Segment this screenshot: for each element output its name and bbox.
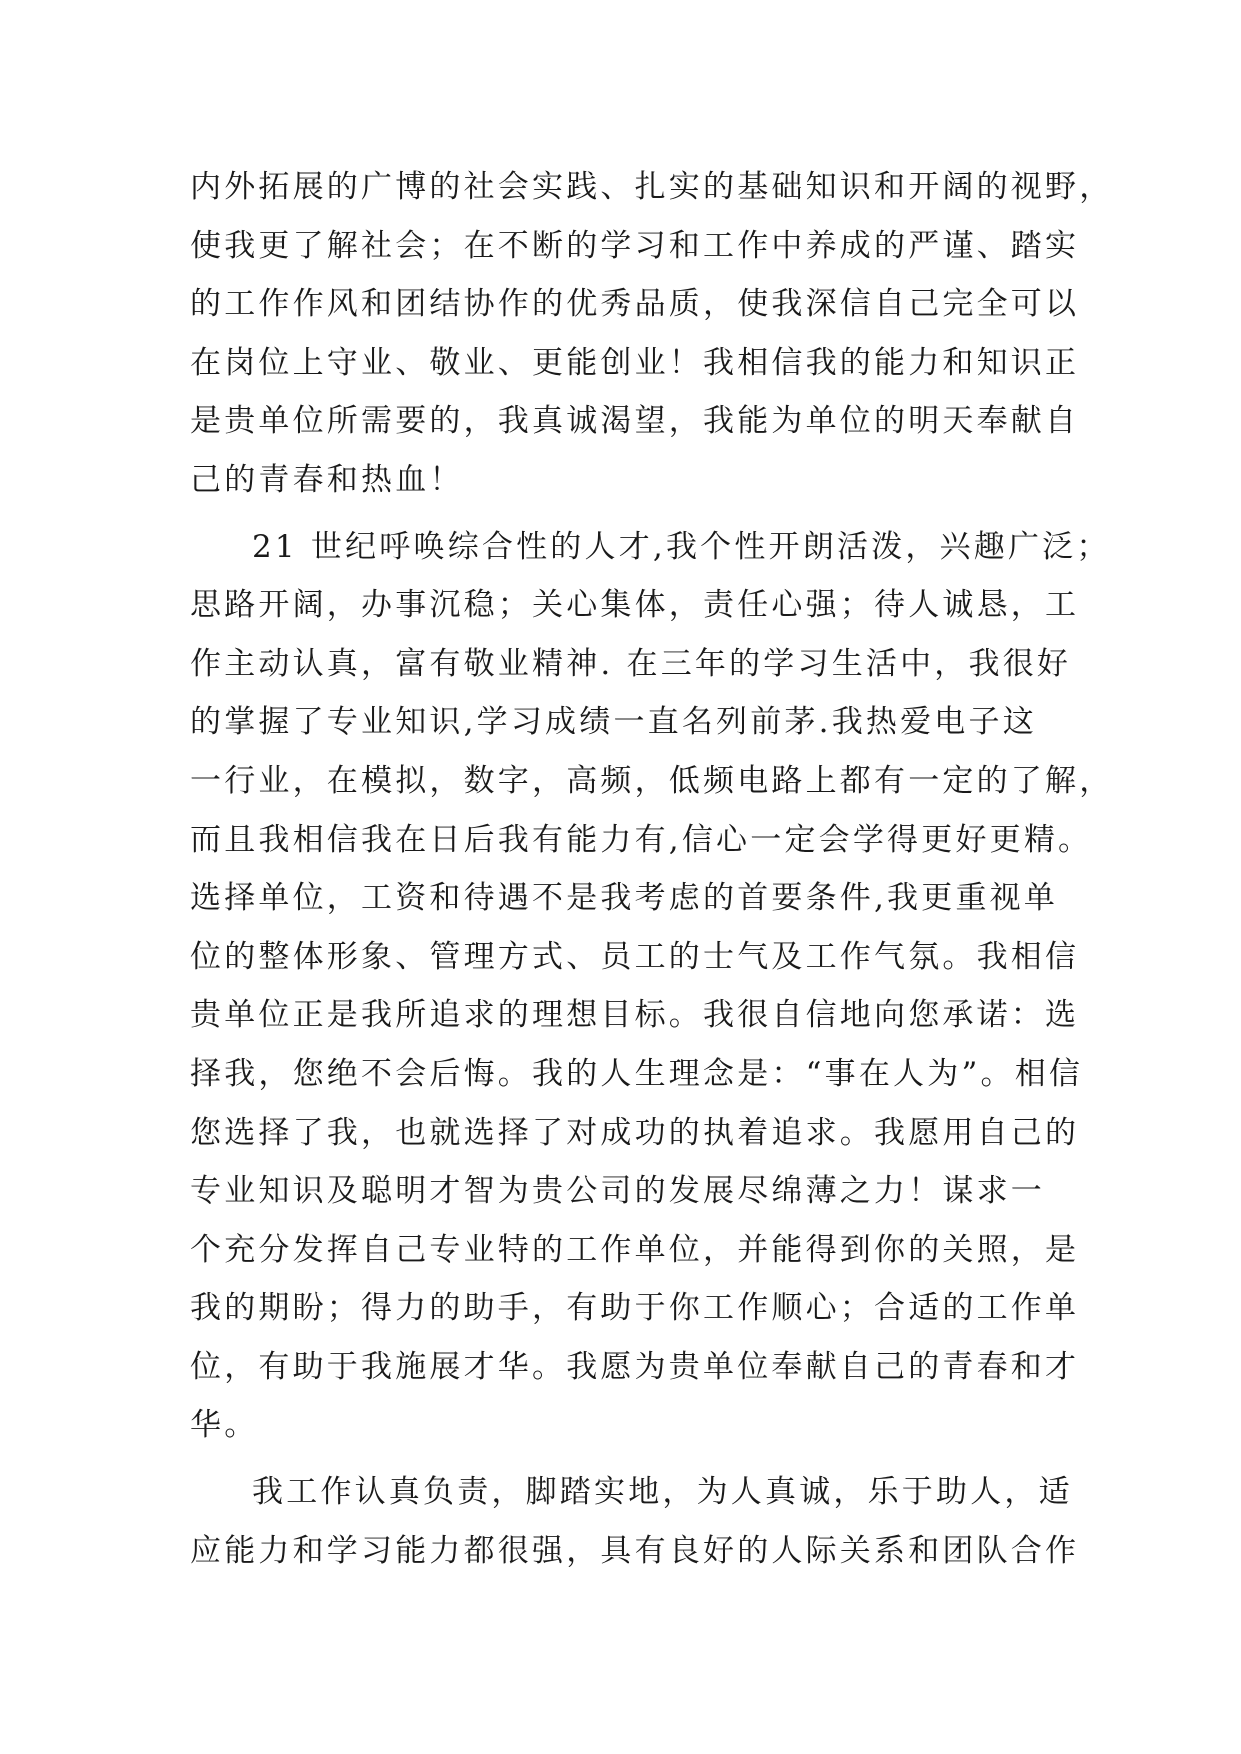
text-line: 专业知识及聪明才智为贵公司的发展尽绵薄之力！谋求一 bbox=[190, 1173, 1045, 1210]
text-line: 择我，您绝不会后悔。我的人生理念是：“事在人为”。相信 bbox=[190, 1055, 1084, 1092]
text-line: 您选择了我，也就选择了对成功的执着追求。我愿用自己的 bbox=[190, 1114, 1080, 1151]
text-line: 个充分发挥自己专业特的工作单位，并能得到你的关照，是 bbox=[190, 1231, 1080, 1268]
text-line: 华。 bbox=[190, 1407, 259, 1444]
text-line: 选择单位，工资和待遇不是我考虑的首要条件,我更重视单 bbox=[190, 880, 1059, 917]
paragraph-first-line: 我工作认真负责，脚踏实地，为人真诚，乐于助人，适 bbox=[252, 1474, 1073, 1511]
text-line: 作主动认真，富有敬业精神. 在三年的学习生活中，我很好 bbox=[190, 645, 1072, 682]
text-line: 己的青春和热血！ bbox=[190, 461, 464, 498]
body-text bbox=[190, 158, 1114, 1580]
text-line: 应能力和学习能力都很强，具有良好的人际关系和团队合作 bbox=[190, 1532, 1080, 1569]
text-line: 贵单位正是我所追求的理想目标。我很自信地向您承诺：选 bbox=[190, 997, 1080, 1034]
text-line: 思路开阔，办事沉稳；关心集体，责任心强；待人诚恳，工 bbox=[190, 587, 1080, 624]
text-line: 而且我相信我在日后我有能力有,信心一定会学得更好更精。 bbox=[190, 821, 1093, 858]
text-line: 是贵单位所需要的，我真诚渴望，我能为单位的明天奉献自 bbox=[190, 403, 1080, 440]
text-line: 的工作作风和团结协作的优秀品质，使我深信自己完全可以 bbox=[190, 286, 1080, 323]
text-line: 内外拓展的广博的社会实践、扎实的基础知识和开阔的视野， bbox=[190, 169, 1114, 205]
text-line: 使我更了解社会；在不断的学习和工作中养成的严谨、踏实 bbox=[190, 227, 1080, 264]
text-line: 位，有助于我施展才华。我愿为贵单位奉献自己的青春和才 bbox=[190, 1348, 1080, 1385]
paragraph-first-line: 21 世纪呼唤综合性的人才,我个性开朗活泼，兴趣广泛； bbox=[252, 528, 1111, 565]
text-line: 位的整体形象、管理方式、员工的士气及工作气氛。我相信 bbox=[190, 938, 1080, 975]
text-line: 的掌握了专业知识,学习成绩一直名列前茅.我热爱电子这 bbox=[190, 704, 1037, 741]
text-line: 一行业，在模拟，数字，高频，低频电路上都有一定的了解， bbox=[190, 762, 1114, 799]
text-line: 在岗位上守业、敬业、更能创业！我相信我的能力和知识正 bbox=[190, 344, 1080, 381]
text-line: 我的期盼；得力的助手，有助于你工作顺心；合适的工作单 bbox=[190, 1290, 1080, 1327]
